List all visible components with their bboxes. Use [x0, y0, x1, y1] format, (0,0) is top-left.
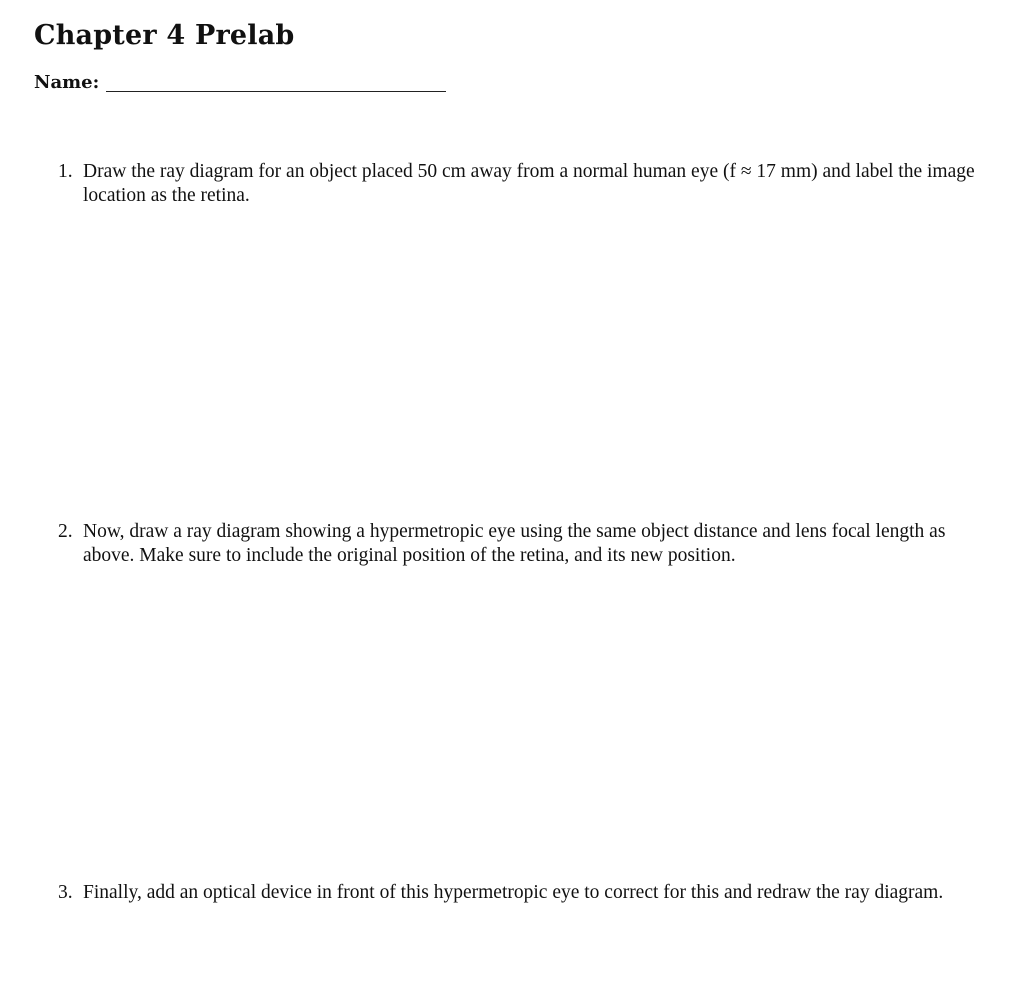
question-text: Finally, add an optical device in front of this hypermetropic eye to correct for this and redraw the ray diagram. — [83, 882, 944, 903]
name-blank-line[interactable] — [106, 91, 446, 92]
name-label: Name: — [34, 72, 100, 93]
question-number: 1. — [58, 161, 73, 182]
question-3 — [58, 881, 976, 905]
name-field-row — [34, 72, 446, 93]
page-title: Chapter 4 Prelab — [34, 20, 295, 51]
question-1 — [58, 160, 976, 208]
question-text: Draw the ray diagram for an object placed 50 cm away from a normal human eye (f ≈ 17 mm) and label the image location as the retina. — [83, 161, 975, 206]
question-number: 2. — [58, 521, 73, 542]
question-2 — [58, 520, 976, 568]
question-number: 3. — [58, 882, 73, 903]
question-text: Now, draw a ray diagram showing a hypermetropic eye using the same object distance and lens focal length as above. Make sure to include the original position of the retina, and its new position. — [83, 521, 946, 566]
